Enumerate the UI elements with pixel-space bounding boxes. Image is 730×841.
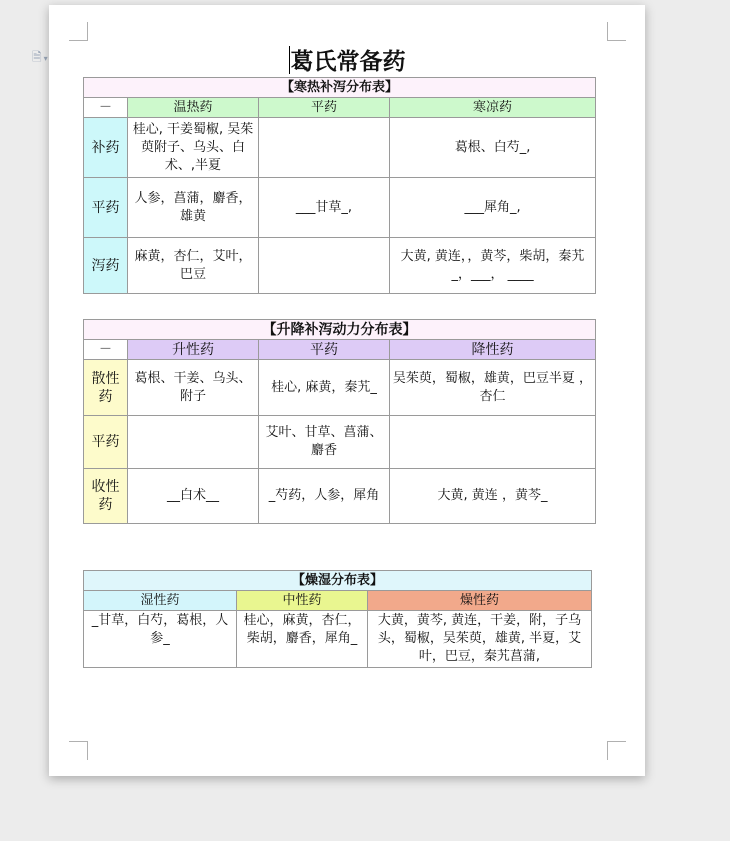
- header-cell: 湿性药: [84, 591, 237, 611]
- table-cell: 葛根、白芍_,: [390, 118, 596, 178]
- table-cell: ___犀角_,: [390, 178, 596, 238]
- header-cell: 温热药: [128, 98, 259, 118]
- row-label: 收性药: [84, 469, 128, 524]
- table-cell: [259, 118, 390, 178]
- header-cell: 升性药: [128, 340, 259, 360]
- row-label: 平药: [84, 416, 128, 469]
- margin-corner-bottom-left: [69, 741, 88, 760]
- table-cell: _芍药，人参，犀角: [259, 469, 390, 524]
- dry-wet-table: [83, 570, 592, 668]
- title-text: 葛氏常备药: [290, 48, 406, 75]
- corner-cell: －: [84, 340, 128, 360]
- table-cell: _甘草，白芍，葛根，人参_: [84, 611, 237, 668]
- header-cell: 寒凉药: [390, 98, 596, 118]
- header-cell: 平药: [259, 98, 390, 118]
- table-cell: 大黄, 黄连，，黄芩，柴胡，秦艽_，___， ____: [390, 238, 596, 294]
- table-cell: 大黄，黄芩, 黄连，干姜，附，子乌头，蜀椒，吴茱萸，雄黄, 半夏，艾叶，巴豆，秦艽菖蒲,: [368, 611, 592, 668]
- document-icon[interactable]: 🗎 ▾: [32, 50, 48, 64]
- document-page: [49, 5, 645, 776]
- table-cell: [390, 416, 596, 469]
- table-cell: [259, 238, 390, 294]
- table-caption: 【寒热补泻分布表】: [84, 78, 596, 98]
- header-cell: 中性药: [237, 591, 368, 611]
- margin-corner-top-right: [607, 22, 626, 41]
- chevron-down-icon[interactable]: ▾: [43, 54, 48, 63]
- header-cell: 降性药: [390, 340, 596, 360]
- table-cell: 葛根、干姜、乌头、附子: [128, 360, 259, 416]
- table-caption: 【燥湿分布表】: [84, 571, 592, 591]
- row-label: 平药: [84, 178, 128, 238]
- table-cell: 桂心, 麻黄，秦艽_: [259, 360, 390, 416]
- ascend-descend-table: [83, 319, 596, 524]
- table-cell: 吴茱萸，蜀椒，雄黄，巴豆半夏 ，杏仁: [390, 360, 596, 416]
- margin-corner-bottom-right: [607, 741, 626, 760]
- table-cell: 大黄, 黄连 ，黄芩_: [390, 469, 596, 524]
- row-label: 泻药: [84, 238, 128, 294]
- table-caption: 【升降补泻动力分布表】: [84, 320, 596, 340]
- table-cell: [128, 416, 259, 469]
- document-title[interactable]: [49, 43, 645, 76]
- header-cell: 平药: [259, 340, 390, 360]
- cold-heat-table: [83, 77, 596, 294]
- table-cell: 桂心, 干姜蜀椒, 吴茱萸附子、乌头、白术、,半夏: [128, 118, 259, 178]
- table-cell: 麻黄，杏仁，艾叶，巴豆: [128, 238, 259, 294]
- row-label: 散性药: [84, 360, 128, 416]
- text-cursor: [289, 46, 290, 74]
- row-label: 补药: [84, 118, 128, 178]
- table-cell: ___甘草_,: [259, 178, 390, 238]
- margin-corner-top-left: [69, 22, 88, 41]
- table-cell: __白术__: [128, 469, 259, 524]
- table-cell: 艾叶、甘草、菖蒲、麝香: [259, 416, 390, 469]
- corner-cell: －: [84, 98, 128, 118]
- table-cell: 人参，菖蒲，麝香，雄黄: [128, 178, 259, 238]
- table-cell: 桂心，麻黄，杏仁，柴胡，麝香，犀角_: [237, 611, 368, 668]
- header-cell: 燥性药: [368, 591, 592, 611]
